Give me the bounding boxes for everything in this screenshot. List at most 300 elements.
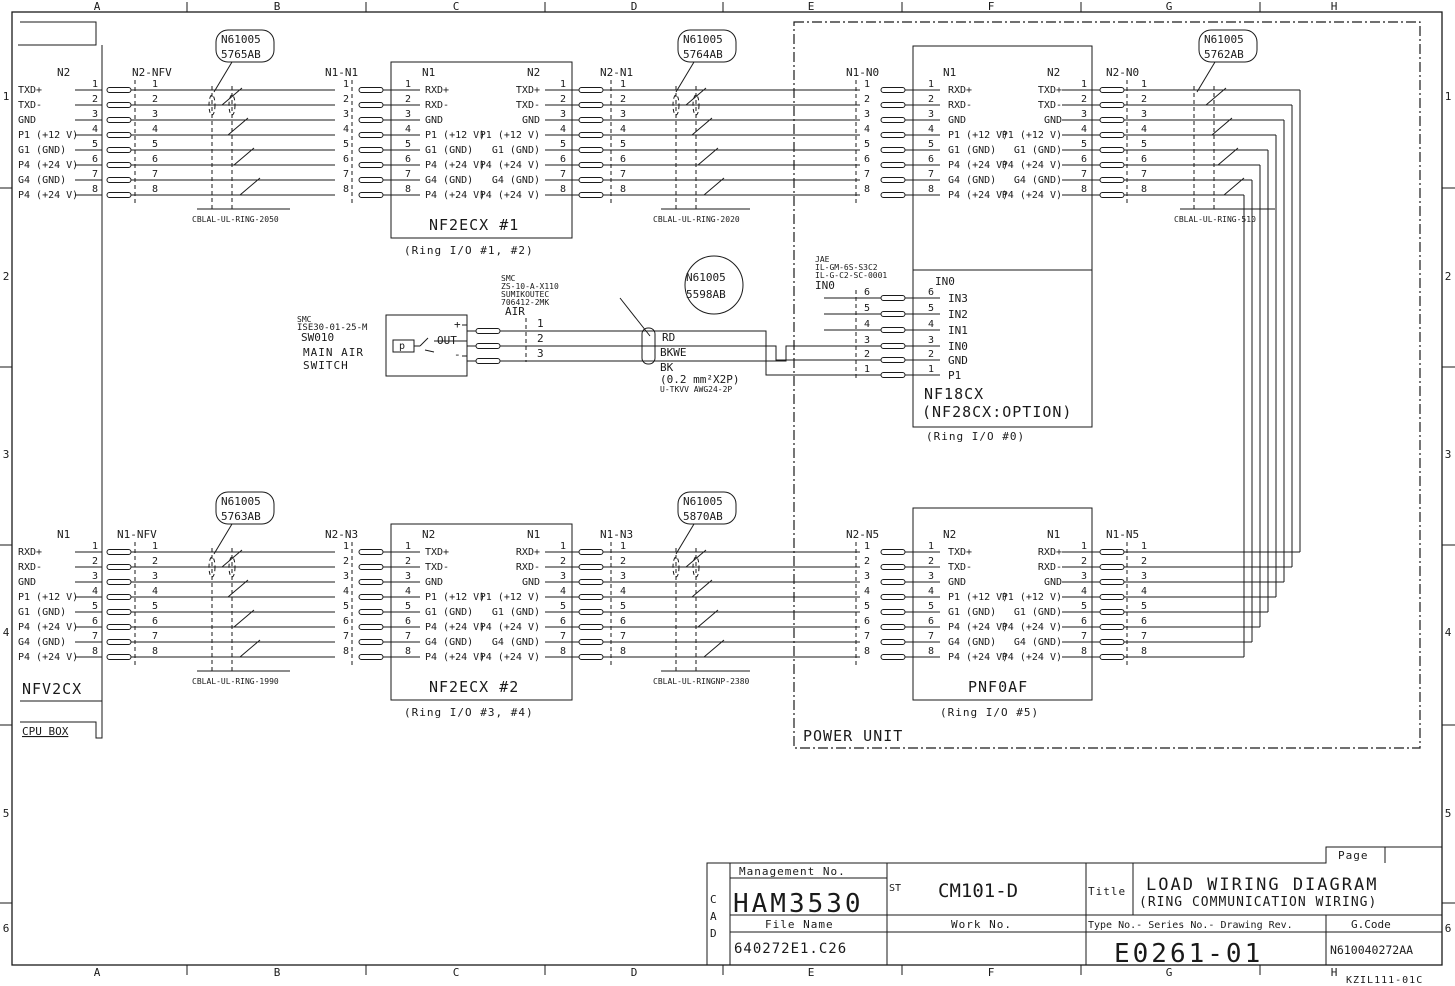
pin-number: 5: [1141, 139, 1148, 150]
pin-number: 6: [343, 154, 350, 165]
pin-number: 7: [91, 631, 98, 642]
pin-number: 8: [91, 184, 98, 195]
signal-label: RXD+: [948, 85, 973, 96]
ferrite-bottom2-line1: N61005: [683, 495, 723, 508]
switch-part: ISE30-01-25-M: [297, 323, 368, 333]
connector-pin: [579, 655, 603, 660]
signal-label: P4 (+24 V): [425, 622, 486, 633]
row-label-left: 6: [2, 922, 10, 935]
pin-number: 7: [405, 169, 412, 180]
signal-label: P4 (+24 V): [18, 652, 79, 663]
top-cable1: CBLAL-UL-RING-2050: [192, 215, 279, 224]
connector-pin: [881, 148, 905, 153]
pin-number: 2: [1141, 94, 1148, 105]
air-switch-section: [386, 256, 1092, 427]
connector-pin: [359, 625, 383, 630]
pin-number: 3: [405, 109, 412, 120]
top-cable3: CBLAL-UL-RING-510: [1174, 215, 1256, 224]
pin-number: 3: [152, 109, 159, 120]
pin-number: 5: [620, 139, 627, 150]
in-connector-pin: [881, 373, 905, 378]
column-label-bottom: G: [1165, 966, 1173, 979]
pin-number: 4: [343, 586, 350, 597]
pin-number: 6: [405, 154, 412, 165]
pin-number: 4: [1081, 124, 1088, 135]
bottom-cable2: CBLAL-UL-RINGNP-2380: [653, 677, 750, 686]
conn-part2: SUMIKOUTEC: [501, 290, 550, 299]
pin-number: 7: [1081, 169, 1088, 180]
drawing-frame: [12, 12, 1442, 965]
ferrite-bottom1-line1: N61005: [221, 495, 261, 508]
connector-pin: [107, 655, 131, 660]
signal-label: RXD-: [18, 562, 43, 573]
pin-number: 4: [560, 124, 567, 135]
bottom-box2-n-right: N1: [1047, 528, 1061, 541]
signal-label: G4 (GND): [425, 637, 474, 648]
pin-number: 5: [560, 139, 567, 150]
signal-label: P4 (+24 V): [948, 160, 1009, 171]
connector-pin: [881, 178, 905, 183]
connector-pin: [881, 625, 905, 630]
ferrite-top2-line1: N61005: [683, 33, 723, 46]
pin-number: 8: [152, 646, 159, 657]
wire-color-bk: BK: [660, 361, 674, 374]
row-label-left: 4: [2, 626, 10, 639]
minus-label: -: [454, 348, 461, 361]
pin-number: 6: [864, 154, 871, 165]
signal-label: TXD+: [425, 547, 450, 558]
ferrite-middle-line2: 5598AB: [686, 288, 726, 301]
cpu-box-label: CPU BOX: [22, 725, 69, 738]
pin-number: 4: [91, 124, 98, 135]
return-wires: [1244, 90, 1300, 657]
signal-label: GND: [425, 577, 444, 588]
ferrite-top1-line2: 5765AB: [221, 48, 261, 61]
signal-label: P1 (+12 V): [18, 130, 79, 141]
pin-number: 4: [620, 124, 627, 135]
connector-pin: [107, 625, 131, 630]
pin-number: 5: [405, 139, 412, 150]
pin-number: 3: [152, 571, 159, 582]
signal-label: P1 (+12 V): [479, 130, 540, 141]
connector-pin: [1100, 565, 1124, 570]
connector-pin: [881, 610, 905, 615]
connector-pin: [107, 640, 131, 645]
pin-number: 6: [91, 616, 98, 627]
pin-number: 8: [1081, 184, 1088, 195]
column-label-top: H: [1330, 0, 1338, 13]
connector-pin: [359, 640, 383, 645]
switch-maker: SMC: [297, 315, 312, 324]
signal-label: G4 (GND): [425, 175, 474, 186]
signal-label: TXD+: [1037, 85, 1062, 96]
signal-label: TXD-: [1037, 100, 1062, 111]
pin-number: 6: [620, 616, 627, 627]
pin-number: 2: [864, 94, 871, 105]
connector-pin: [107, 610, 131, 615]
signal-label: GND: [521, 115, 540, 126]
row-label-left: 2: [2, 270, 10, 283]
connector-pin: [579, 580, 603, 585]
ferrite-top3-line1: N61005: [1204, 33, 1244, 46]
connector-pin: [1100, 118, 1124, 123]
ferrite-bottom2-line2: 5870AB: [683, 510, 723, 523]
row-label-right: 4: [1444, 626, 1452, 639]
signal-label: P4 (+24 V): [1001, 652, 1062, 663]
ferrite-callout-top1: [214, 30, 274, 92]
pin-number: 8: [620, 184, 627, 195]
connector-pin: [881, 640, 905, 645]
pin-number: 4: [864, 124, 871, 135]
pin-number: 8: [1141, 184, 1148, 195]
connector-pin: [107, 163, 131, 168]
signal-label: G4 (GND): [948, 175, 997, 186]
connector-pin: [579, 88, 603, 93]
file-value: 640272E1.C26: [734, 941, 848, 957]
connector-pin: [1100, 655, 1124, 660]
signal-label: RXD-: [425, 100, 450, 111]
in-pin-number: 4: [928, 319, 935, 330]
signal-label: TXD+: [515, 85, 540, 96]
signal-label: TXD-: [18, 100, 43, 111]
pin-number: 2: [560, 94, 567, 105]
pin-number: 7: [928, 169, 935, 180]
bottom-box1-n-right: N1: [527, 528, 541, 541]
connector-pin: [1100, 148, 1124, 153]
pin-number: 6: [1081, 616, 1088, 627]
connector-pin: [107, 550, 131, 555]
wire-color-bkwe: BKWE: [660, 346, 687, 359]
pin-number: 7: [1141, 169, 1148, 180]
signal-label: RXD+: [1037, 547, 1062, 558]
pin-number: 2: [928, 556, 935, 567]
pin-number: 2: [620, 94, 627, 105]
pin-number: 7: [560, 631, 567, 642]
column-label-top: D: [630, 0, 638, 13]
pin-number: 5: [1141, 601, 1148, 612]
pin-number: 7: [405, 631, 412, 642]
signal-label: TXD-: [515, 100, 540, 111]
pin-number: 1: [560, 541, 567, 552]
connector-pin: [579, 133, 603, 138]
signal-label: P1 (+12 V): [948, 130, 1009, 141]
pin-number: 6: [560, 616, 567, 627]
air-pin-1: 1: [537, 317, 544, 330]
pin-number: 8: [864, 646, 871, 657]
pin-number: 1: [91, 79, 98, 90]
type-value: E0261-01: [1114, 939, 1264, 969]
row-label-left: 5: [2, 807, 10, 820]
in-pin-number: 2: [928, 349, 935, 360]
pin-number: 1: [864, 541, 871, 552]
signal-label: P4 (+24 V): [425, 160, 486, 171]
pin-number: 5: [928, 139, 935, 150]
pin-number: 1: [343, 79, 350, 90]
ferrite-callout-top2: [676, 30, 736, 92]
jae-part1: IL-GM-6S-S3C2: [815, 263, 878, 272]
connector-pin: [359, 595, 383, 600]
ferrite-top3-line2: 5762AB: [1204, 48, 1244, 61]
gcode-value: N610040272AA: [1330, 943, 1414, 957]
pin-number: 3: [1081, 109, 1088, 120]
pin-number: 6: [864, 616, 871, 627]
pin-number: 5: [864, 139, 871, 150]
signal-label: GND: [18, 115, 37, 126]
signal-label: P4 (+24 V): [948, 190, 1009, 201]
column-label-top: C: [452, 0, 460, 13]
column-label-bottom: H: [1330, 966, 1338, 979]
pin-number: 3: [91, 109, 98, 120]
in-signal-label: IN2: [948, 308, 968, 321]
cad-letter-c: C: [710, 893, 717, 906]
management-value: HAM3530: [733, 889, 864, 919]
signal-label: P4 (+24 V): [479, 190, 540, 201]
signal-label: G1 (GND): [1013, 145, 1062, 156]
signal-label: P1 (+12 V): [1001, 592, 1062, 603]
ferrite-callout-bottom2: [676, 492, 736, 554]
connector-pin: [579, 103, 603, 108]
connector-pin: [107, 103, 131, 108]
signal-label: G4 (GND): [1013, 175, 1062, 186]
plus-label: +: [454, 318, 461, 331]
in-signal-label: IN3: [948, 292, 968, 305]
pin-number: 1: [91, 541, 98, 552]
connector-pin: [1100, 640, 1124, 645]
in-pin-number: 2: [864, 349, 871, 360]
st-label: ST: [889, 883, 902, 894]
column-label-top: B: [273, 0, 281, 13]
pin-number: 5: [864, 601, 871, 612]
pin-number: 8: [343, 184, 350, 195]
pin-number: 4: [152, 586, 159, 597]
connector-pin: [359, 565, 383, 570]
connector-pin: [579, 610, 603, 615]
signal-label: TXD+: [18, 85, 43, 96]
pin-number: 4: [928, 586, 935, 597]
pin-number: 2: [405, 94, 412, 105]
pin-number: 7: [343, 631, 350, 642]
pin-number: 5: [405, 601, 412, 612]
pin-number: 1: [405, 541, 412, 552]
signal-label: GND: [425, 115, 444, 126]
pin-number: 6: [1141, 154, 1148, 165]
signal-label: P1 (+12 V): [479, 592, 540, 603]
connector-pin: [579, 550, 603, 555]
in-signal-label: IN1: [948, 324, 968, 337]
connector-pin: [1100, 133, 1124, 138]
bottom-box1-name: NF2ECX #2: [429, 678, 520, 696]
jae-in0: IN0: [815, 279, 835, 292]
pin-number: 6: [1141, 616, 1148, 627]
signal-label: RXD+: [425, 85, 450, 96]
signal-label: G4 (GND): [18, 175, 67, 186]
signal-label: P1 (+12 V): [425, 130, 486, 141]
signal-label: GND: [1043, 115, 1062, 126]
bottom-left-connector: N1: [57, 528, 71, 541]
in-pin-number: 6: [928, 287, 935, 298]
bottom-cable1: CBLAL-UL-RING-1990: [192, 677, 279, 686]
signal-label: G4 (GND): [18, 637, 67, 648]
pin-number: 2: [91, 556, 98, 567]
management-label: Management No.: [739, 865, 846, 878]
in-signal-label: GND: [948, 354, 968, 367]
pin-number: 7: [864, 631, 871, 642]
connector-pin: [359, 88, 383, 93]
signal-label: P4 (+24 V): [1001, 622, 1062, 633]
title-line2: (RING COMMUNICATION WIRING): [1139, 895, 1378, 910]
signal-label: P1 (+12 V): [948, 592, 1009, 603]
pin-number: 2: [928, 94, 935, 105]
signal-label: P4 (+24 V): [18, 160, 79, 171]
connector-pin: [579, 118, 603, 123]
top-box1-n-left: N1: [422, 66, 436, 79]
bottom-relay1-label: N1-NFV: [117, 528, 157, 541]
pin-number: 1: [152, 79, 159, 90]
pin-number: 5: [1081, 601, 1088, 612]
pin-number: 1: [928, 541, 935, 552]
connector-pin: [1100, 163, 1124, 168]
pin-number: 8: [91, 646, 98, 657]
pin-number: 2: [1141, 556, 1148, 567]
signal-label: RXD-: [515, 562, 540, 573]
wire-color-rd: RD: [662, 331, 676, 344]
pin-number: 4: [928, 124, 935, 135]
connector-pin: [1100, 193, 1124, 198]
in-pin-number: 6: [864, 287, 871, 298]
signal-label: GND: [1043, 577, 1062, 588]
wire-spec1: (0.2 mm²X2P): [660, 373, 740, 386]
connector-pin: [107, 118, 131, 123]
work-label: Work No.: [951, 918, 1012, 931]
pin-number: 7: [928, 631, 935, 642]
connector-pin: [881, 595, 905, 600]
pin-number: 8: [405, 646, 412, 657]
air-connector-pin: [476, 359, 500, 364]
ferrite-top1-line1: N61005: [221, 33, 261, 46]
signal-label: G1 (GND): [18, 607, 67, 618]
pin-number: 4: [343, 124, 350, 135]
pin-number: 3: [1141, 571, 1148, 582]
pin-number: 6: [91, 154, 98, 165]
pin-number: 5: [343, 139, 350, 150]
row-label-right: 1: [1444, 90, 1452, 103]
ferrite-circle-middle: [685, 256, 743, 314]
column-label-bottom: A: [93, 966, 101, 979]
type-label: Type No.- Series No.- Drawing Rev.: [1088, 920, 1293, 931]
in-pin-number: 4: [864, 319, 871, 330]
ferrite-middle-line1: N61005: [686, 271, 726, 284]
switch-id: SW010: [301, 331, 335, 344]
connector-pin: [881, 133, 905, 138]
pin-number: 7: [620, 631, 627, 642]
bottom-box1-caption: (Ring I/O #3, #4): [404, 706, 534, 719]
connector-pin: [107, 565, 131, 570]
signal-label: RXD-: [948, 100, 973, 111]
pin-number: 3: [620, 109, 627, 120]
signal-label: P1 (+12 V): [1001, 130, 1062, 141]
pin-number: 4: [1141, 586, 1148, 597]
signal-label: G1 (GND): [491, 607, 540, 618]
pin-number: 6: [928, 616, 935, 627]
connector-pin: [881, 550, 905, 555]
pin-number: 8: [864, 184, 871, 195]
pin-number: 2: [1081, 556, 1088, 567]
signal-label: RXD+: [18, 547, 43, 558]
switch-name1: MAIN AIR: [303, 346, 364, 359]
cpu-name: NFV2CX: [22, 680, 83, 698]
title-line1: LOAD WIRING DIAGRAM: [1146, 875, 1379, 895]
connector-pin: [107, 580, 131, 585]
pin-number: 5: [1081, 139, 1088, 150]
pin-number: 5: [620, 601, 627, 612]
pin-number: 4: [152, 124, 159, 135]
top-box1-n-right: N2: [527, 66, 541, 79]
wire-spec2: U-TKVV AWG24-2P: [660, 385, 733, 394]
pin-number: 6: [1081, 154, 1088, 165]
pin-number: 7: [152, 631, 159, 642]
signal-label: P4 (+24 V): [18, 190, 79, 201]
pin-number: 1: [928, 79, 935, 90]
in-pin-number: 1: [928, 364, 935, 375]
pin-number: 6: [152, 154, 159, 165]
pin-number: 5: [152, 601, 159, 612]
connector-pin: [359, 193, 383, 198]
file-label: File Name: [765, 918, 834, 931]
pin-number: 8: [1081, 646, 1088, 657]
signal-label: TXD+: [948, 547, 973, 558]
connector-pin: [881, 565, 905, 570]
bottom-box1-n-left: N2: [422, 528, 436, 541]
connector-pin: [107, 88, 131, 93]
pin-number: 7: [864, 169, 871, 180]
pin-number: 4: [405, 586, 412, 597]
ferrite-callout-bottom1: [214, 492, 274, 554]
signal-label: RXD+: [515, 547, 540, 558]
connector-pin: [359, 148, 383, 153]
connector-pin: [359, 178, 383, 183]
signal-label: TXD-: [425, 562, 450, 573]
signal-label: RXD-: [1037, 562, 1062, 573]
signal-label: P4 (+24 V): [425, 190, 486, 201]
pin-number: 8: [343, 646, 350, 657]
signal-label: P4 (+24 V): [948, 622, 1009, 633]
signal-label: G1 (GND): [18, 145, 67, 156]
conn-maker: SMC: [501, 274, 516, 283]
bottom-box2-caption: (Ring I/O #5): [940, 706, 1040, 719]
in-pin-number: 3: [928, 335, 935, 346]
st-value: CM101-D: [938, 880, 1019, 902]
pin-number: 1: [1081, 79, 1088, 90]
pin-number: 2: [560, 556, 567, 567]
pin-number: 3: [343, 571, 350, 582]
air-pin-2: 2: [537, 332, 544, 345]
connector-pin: [1100, 610, 1124, 615]
pin-number: 3: [560, 109, 567, 120]
pin-number: 5: [928, 601, 935, 612]
pin-number: 6: [152, 616, 159, 627]
pressure-p-label: p: [399, 341, 406, 352]
column-label-top: F: [987, 0, 995, 13]
signal-label: TXD-: [948, 562, 973, 573]
pin-number: 1: [152, 541, 159, 552]
air-pin-3: 3: [537, 347, 544, 360]
pin-number: 2: [91, 94, 98, 105]
nf18cx-caption: (Ring I/O #0): [926, 430, 1026, 443]
in-pin-number: 5: [864, 303, 871, 314]
signal-label: G1 (GND): [491, 145, 540, 156]
row-label-left: 1: [2, 90, 10, 103]
pin-number: 4: [620, 586, 627, 597]
